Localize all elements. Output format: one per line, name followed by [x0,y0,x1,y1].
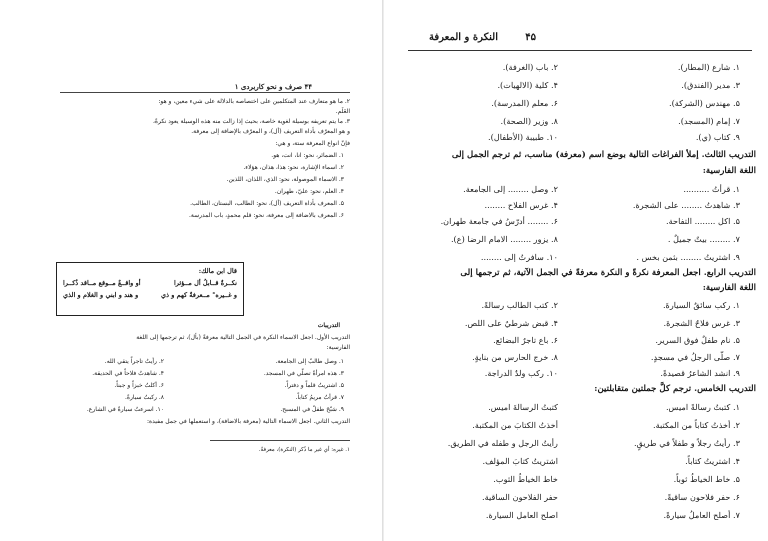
page-number: ۴۵ [525,32,536,43]
exercise4-item: ۱۰. ركب ولدٌ الدراجة. [484,368,558,378]
exercise1-item: ۳. هذه امرأةٌ تصلّي في المسجد. [263,370,344,377]
exercise3-heading: التدريب الثالث. إملأ الفراغات التالية بوضع اسم (معرفة) مناسب، ثم ترجم الجمل إلى [451,150,756,160]
exercise4-item: ۹. انشد الشاعرُ قصيدةً. [660,368,740,378]
exercise1-item: ۱۰. اسرعتُ سيارةٌ في الشارع. [86,406,164,413]
exercise4-heading: التدريب الرابع. اجعل المعرفة نكرةً و النكرة معرفةً في الجمل الآتية، ثم ترجمها إلى [460,268,756,278]
exercise1-item: ۸. ركبتُ سيارةً. [124,394,164,401]
exercise5-item: أخذتُ الكتابَ من المكتبة. [472,420,558,430]
quote-hemistich: أو واقــعٌ مــوقع مــاقد ذُكــرا [63,279,141,287]
intro-line: ۳. الاسماء الموصولة، نحو: الذي، اللذان، اللذين. [226,176,344,183]
list-item: ۹. كتاب (ي). [695,132,740,142]
exercise5-item: ۷. أصلح العاملُ سيارةً. [663,510,740,520]
list-item: ۵. مهندس (الشركة). [668,98,740,108]
exercise1-item: ۵. اشتريتُ قلماً و دفتراً. [284,382,344,389]
exercise5-item: كتبتُ الرسالةَ اميس. [488,402,558,412]
list-item: ۸. وزير (الصحة). [500,116,558,126]
list-item: ۳. مدير (الفندق). [681,80,740,90]
ibn-malik-quote-box [56,262,244,316]
exercise1-line: التدريب الأول. اجعل الاسماء النكرة في الجمل التالية معرفةً (بأل)، ثم ترجمها إلى اللغة [136,334,350,341]
exercise2-line: التدريب الثاني. اجعل الاسماء التالية (معرفة بالاضافة)، و استعملها في جمل مفيدة: [146,418,350,425]
right-page [384,0,768,541]
quote-hemistich: نكــرةٌ قــابلُ أل مــؤثرا [174,279,237,287]
list-item: ۱۰. طبيبة (الأطفال). [488,132,558,142]
exercise3-item: ۲. وصل ........ إلى الجامعة. [463,184,558,194]
exercise5-item: ۴. اشتريتُ كتاباً. [685,456,740,466]
exercise3-item: ۵. اكل ........ التفاحة. [666,216,740,226]
exercise3-item: ۹. اشتريتُ ........ بثمن بخس . [636,252,740,262]
header-rule [408,50,752,51]
intro-line: فإنّ انواع المعرفة ستة، و هي: [275,140,350,147]
exercise4-item: ۶. باع تاجرٌ البضائع. [493,335,558,345]
exercise1-item: ۲. رأيتُ تاجراً يتقي الله. [104,358,164,365]
intro-line: ۲. اسماء الإشارة، نحو: هذا، هذان، هؤلاء. [243,164,344,171]
quote-line [63,279,237,287]
left-page-header: ۴۴ صرف و نحو کاربردی ۱ [234,82,312,91]
intro-line: ۳. ما يتم تعريفه بوسيلة لغوية خاصة، بحيث إذا زالت منه هذه الوسيلة يعود نكرةً، [152,118,350,125]
exercise5-item: ۶. حفر فلاحون ساقيةً. [664,492,740,502]
exercise3-item: ۸. يزور ........ الامام الرضا (ع). [450,234,558,244]
exercise1-line: الفارسية: [326,344,350,351]
list-item: ۱. شارع (المطار). [677,62,740,72]
exercise4-item: ۵. نام طفلٌ فوق السرير. [655,335,740,345]
exercise4-item: ۸. خرج الحارس من بنايةٍ. [472,352,558,362]
exercise5-item: ۱. كتبتُ رسالةً اميس. [665,402,740,412]
intro-line: ۶. المعرف بالاضافة إلى معرفة، نحو: قلم محمدٍ، باب المدرسة. [188,212,344,219]
quote-line [63,291,237,299]
list-item: ۲. باب (الغرفة). [502,62,558,72]
header-rule [60,92,350,93]
exercise5-item: ۳. رأيتُ رجلاً و طفلاً في طريقٍ. [633,438,740,448]
list-item: ۶. معلم (المدرسة). [491,98,558,108]
intro-line: ۱. الضمائر، نحو: انا، انت، هو. [271,152,344,159]
list-item: ۴. كلية (الالهيات). [497,80,558,90]
quote-hemistich: و هند و ابني و الغلام و الذي [63,291,139,299]
exercise3-subheading: اللغة الفارسية: [702,166,756,176]
exercise5-item: اشتريتُ كتابَ المؤلف. [482,456,558,466]
intro-line: و هو المعرّف بأداة التعريف (أل)، و المعرّف بالإضافة إلى معرفة. [191,128,350,135]
exercise5-item: خاط الخياطُ الثوب. [493,474,558,484]
exercise4-item: ۳. غرس فلاحٌ الشجرةَ. [663,318,740,328]
exercise1-item: ۴. شاهدتُ فلاحاً في الحديقة. [92,370,164,377]
exercise1-item: ۹. سَبّحَ طفلٌ في المسبح. [280,406,344,413]
exercise3-item: ۱۰. سافرتُ إلى ........ [480,252,558,262]
exercises-heading: التدريبات [317,322,340,329]
exercise5-item: ۵. خاط الخياطُ ثوباً. [673,474,740,484]
exercise1-item: ۶. أكلتُ خبزاً و جبناً. [114,382,164,389]
quote-hemistich: و غــيره° مــعرفةٌ كهم و ذي [160,291,237,299]
exercise5-item: رأيتُ الرجل و طفله في الطريق. [447,438,558,448]
intro-line: ۵. المعرف بأداة التعريف (أل)، نحو: الطالب، البستان، الطالب. [190,200,344,207]
quote-title: قال ابن مالك: [198,267,237,275]
exercise1-item: ۷. قرأتُ مريمُ كتاباً. [295,394,344,401]
exercise4-item: ۴. قبض شرطيٌ على اللص. [464,318,558,328]
intro-line: العَلَم. [335,108,350,115]
exercise5-item: اصلح العامل السيارة. [485,510,558,520]
exercise4-item: ۲. كتب الطالب رسالةً. [481,300,558,310]
exercise3-item: ۶. ........ أدرّسُ في جامعة طهران. [440,216,558,226]
footnote: ۱. غيره: أي غير ما ذُكر (النكرة)، معرفةٌ. [258,447,350,453]
exercise3-item: ۳. شاهدتُ ........ على الشجرة. [632,200,740,210]
exercise4-item: ۱. ركب سائقٌ السيارةَ. [662,300,740,310]
page-title: النكرة و المعرفة [428,32,498,43]
exercise5-item: حفر الفلاحون الساقية. [482,492,558,502]
intro-line: ۴. العلم، نحو: عليّ، طهران. [274,188,344,195]
exercise5-heading: التدريب الخامس. ترجم كلَّ جملتين متقابلتين: [594,384,756,394]
exercise5-item: ۲. أخذتُ كتاباً من المكتبة. [653,420,740,430]
footnote-rule [210,440,350,441]
list-item: ۷. إمام (المسجد). [678,116,740,126]
exercise4-item: ۷. صلّى الرجلُ في مسجدٍ. [650,352,740,362]
intro-line: ۲. ما هو متعارف عند المتكلمين على اختصاصه بالدلالة على شيء معين، و هو: [158,98,350,105]
exercise1-item: ۱. وصل طالبٌ إلى الجامعة. [275,358,344,365]
exercise3-item: ۷. ........ بيتٌ جميلٌ . [667,234,740,244]
exercise3-item: ۴. غرس الفلاح ........ [484,200,558,210]
exercise4-subheading: اللغة الفارسية: [702,283,756,293]
exercise3-item: ۱. قرأتُ .......... [683,184,740,194]
